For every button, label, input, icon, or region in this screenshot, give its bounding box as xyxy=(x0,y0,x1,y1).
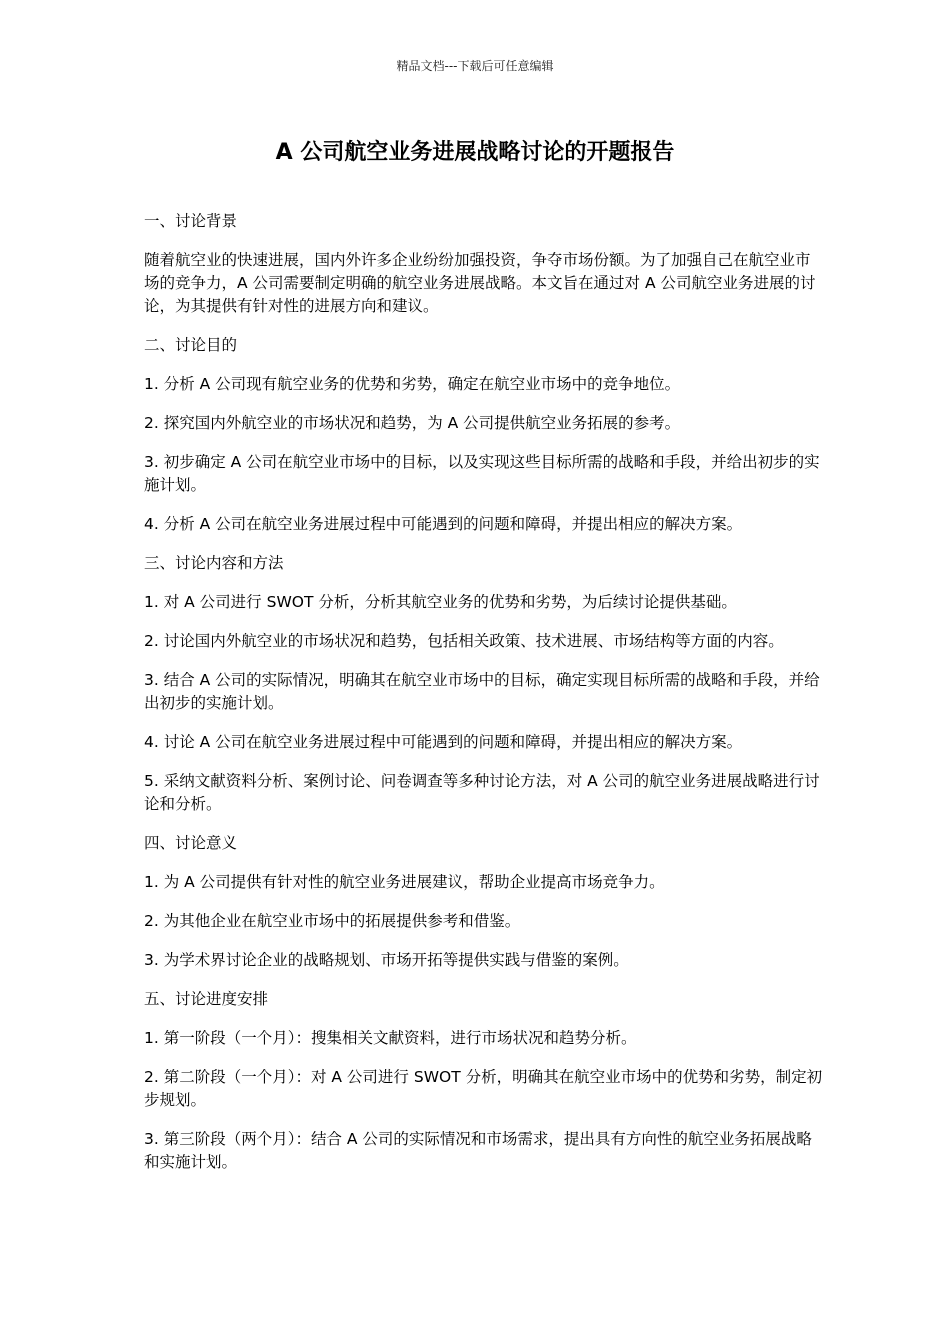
list-item-method-2: 2. 讨论国内外航空业的市场状况和趋势，包括相关政策、技术进展、市场结构等方面的内容。 xyxy=(144,632,784,650)
document-body xyxy=(144,210,824,1190)
list-item-method-4: 4. 讨论 A 公司在航空业务进展过程中可能遇到的问题和障碍，并提出相应的解决方案。 xyxy=(144,733,743,751)
document-title: A 公司航空业务进展战略讨论的开题报告 xyxy=(275,140,675,165)
section-heading-content-methods: 三、讨论内容和方法 xyxy=(144,554,284,572)
list-item-purpose-3: 3. 初步确定 A 公司在航空业市场中的目标，以及实现这些目标所需的战略和手段，并给出初步的实施计划。 xyxy=(144,453,820,494)
list-item-significance-3: 3. 为学术界讨论企业的战略规划、市场开拓等提供实践与借鉴的案例。 xyxy=(144,951,629,969)
section-heading-background: 一、讨论背景 xyxy=(144,212,238,230)
list-item-method-3: 3. 结合 A 公司的实际情况，明确其在航空业市场中的目标，确定实现目标所需的战略和手段，并给出初步的实施计划。 xyxy=(144,671,820,712)
paragraph-background: 随着航空业的快速进展，国内外许多企业纷纷加强投资，争夺市场份额。为了加强自己在航空业市场的竞争力，A 公司需要制定明确的航空业务进展战略。本文旨在通过对 A 公司航空业务进展的讨论，为其提供有针对性的进展方向和建议。 xyxy=(144,251,816,315)
list-item-schedule-3: 3. 第三阶段（两个月）：结合 A 公司的实际情况和市场需求，提出具有方向性的航空业务拓展战略和实施计划。 xyxy=(144,1130,812,1171)
section-heading-purpose: 二、讨论目的 xyxy=(144,336,238,354)
list-item-purpose-2: 2. 探究国内外航空业的市场状况和趋势，为 A 公司提供航空业务拓展的参考。 xyxy=(144,414,681,432)
list-item-schedule-1: 1. 第一阶段（一个月）：搜集相关文献资料，进行市场状况和趋势分析。 xyxy=(144,1029,637,1047)
list-item-schedule-2: 2. 第二阶段（一个月）：对 A 公司进行 SWOT 分析，明确其在航空业市场中的优势和劣势，制定初步规划。 xyxy=(144,1068,823,1109)
section-heading-schedule: 五、讨论进度安排 xyxy=(144,990,269,1008)
list-item-significance-2: 2. 为其他企业在航空业市场中的拓展提供参考和借鉴。 xyxy=(144,912,521,930)
list-item-method-5: 5. 采纳文献资料分析、案例讨论、问卷调查等多种讨论方法，对 A 公司的航空业务进展战略进行讨论和分析。 xyxy=(144,772,820,813)
section-heading-significance: 四、讨论意义 xyxy=(144,834,238,852)
list-item-significance-1: 1. 为 A 公司提供有针对性的航空业务进展建议，帮助企业提高市场竞争力。 xyxy=(144,873,665,891)
list-item-purpose-4: 4. 分析 A 公司在航空业务进展过程中可能遇到的问题和障碍，并提出相应的解决方案。 xyxy=(144,515,743,533)
list-item-purpose-1: 1. 分析 A 公司现有航空业务的优势和劣势，确定在航空业市场中的竞争地位。 xyxy=(144,375,681,393)
header-note: 精品文档---下载后可任意编辑 xyxy=(396,59,554,73)
list-item-method-1: 1. 对 A 公司进行 SWOT 分析，分析其航空业务的优势和劣势，为后续讨论提供基础。 xyxy=(144,593,737,611)
